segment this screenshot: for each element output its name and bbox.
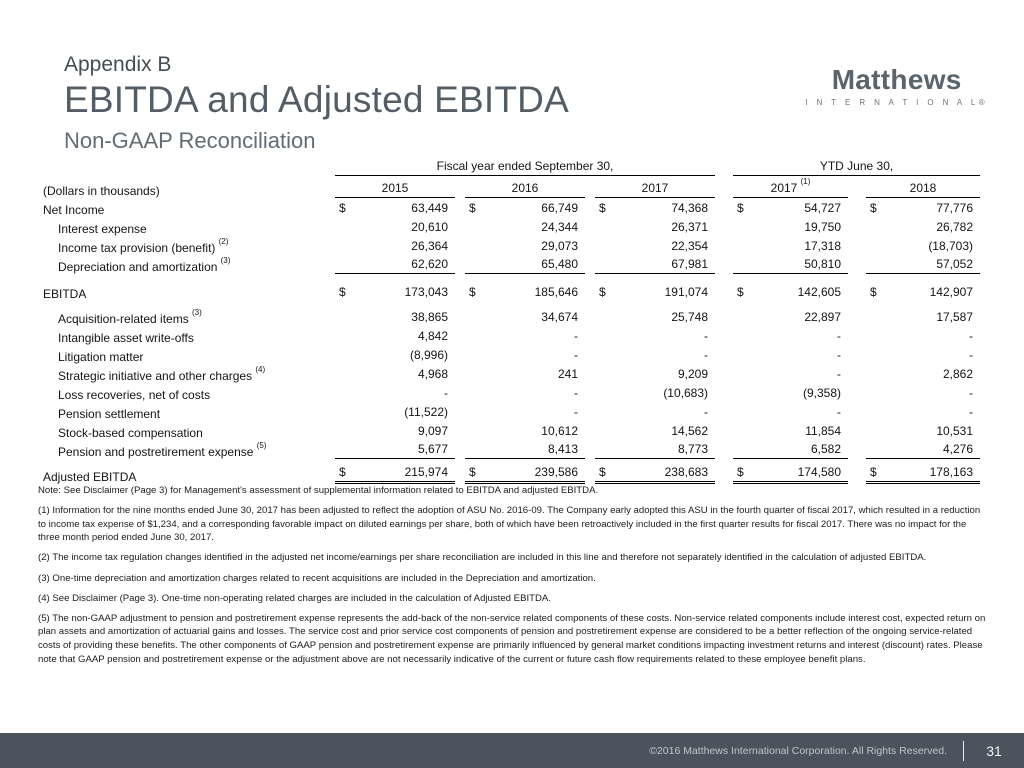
value-cell: [460, 236, 590, 255]
value-text: 34,674: [541, 310, 578, 324]
row-label: Litigation matter: [58, 350, 144, 364]
dollar-sign: $: [469, 201, 476, 215]
footnote: (1) Information for the nine months ended June 30, 2017 has been adjusted to reflect the adoption of ASU No. 2016-09. The Company early adopted this ASU in the fourth quarter of fiscal 2017, which resulted in a reduction to income tax expense of $1,234, and a corresponding favorable impact on diluted earnings per share, both of which have been retroactively included in the first quarter results for fiscal 2017. There was no impact for the three month period ended June 30, 2017.: [38, 505, 981, 544]
value-text: 10,612: [541, 424, 578, 438]
value-cell: [590, 198, 720, 217]
dollar-sign: $: [339, 285, 346, 299]
fiscal-year-group-label: Fiscal year ended September 30,: [335, 158, 715, 176]
row-label: Intangible asset write-offs: [58, 331, 194, 345]
reconciliation-table: [38, 157, 985, 484]
value-cell-inner: [866, 327, 980, 345]
row-label: Adjusted EBITDA: [43, 470, 137, 484]
value-text: 29,073: [541, 239, 578, 253]
value-text: 57,052: [936, 257, 974, 271]
value-cell-inner: [866, 308, 980, 326]
value-text: 67,981: [671, 257, 709, 271]
logo-wordmark: Matthews: [831, 64, 962, 95]
value-cell: [720, 198, 853, 217]
value-cell-inner: [866, 365, 980, 383]
value-text: -: [837, 348, 842, 362]
table-row: [38, 383, 985, 402]
value-text: 26,782: [936, 220, 974, 234]
value-cell: [460, 255, 590, 274]
value-cell-inner: [335, 365, 455, 383]
value-cell-inner: [465, 463, 585, 484]
value-cell: [460, 345, 590, 364]
value-text: 241: [557, 367, 578, 381]
value-cell-inner: [595, 346, 715, 364]
value-text: 173,043: [404, 285, 448, 299]
value-cell: [720, 217, 853, 236]
page-subtitle: Non-GAAP Reconciliation: [64, 127, 316, 153]
row-label: EBITDA: [43, 287, 87, 301]
value-text: 25,748: [671, 310, 709, 324]
value-cell-inner: [733, 255, 848, 274]
value-text: 185,646: [534, 285, 578, 299]
value-text: 178,163: [929, 465, 974, 479]
footnote-ref: (5): [254, 441, 267, 450]
value-text: 20,610: [411, 220, 448, 234]
row-label: Acquisition-related items $^{(3)}$: [58, 308, 202, 326]
footnote: (3) One-time depreciation and amortization charges related to recent acquisitions are included in the Depreciation and amortization.: [38, 572, 596, 584]
value-cell-inner: [733, 199, 848, 217]
footnote: Note: See Disclaimer (Page 3) for Management's assessment of supplemental information related to EBITDA and adjusted EBITDA.: [38, 485, 599, 496]
value-cell-inner: [595, 199, 715, 217]
dollar-sign: $: [870, 465, 877, 479]
value-cell-inner: [733, 365, 848, 383]
value-cell-inner: [465, 327, 585, 345]
value-cell: [720, 301, 853, 326]
value-cell-inner: [335, 327, 455, 345]
value-cell: [330, 440, 460, 459]
value-text: 22,354: [671, 239, 709, 253]
value-cell-inner: [733, 346, 848, 364]
value-cell-inner: [866, 283, 980, 301]
value-text: 38,865: [411, 310, 448, 324]
value-text: 77,776: [936, 201, 974, 215]
value-text: 17,318: [804, 239, 842, 253]
value-text: 142,605: [797, 285, 842, 299]
value-cell-inner: [595, 283, 715, 301]
year-header-cell: [590, 176, 720, 198]
value-text: 26,364: [411, 239, 448, 253]
ytd-group-label: YTD June 30,: [733, 158, 980, 176]
dollar-sign: $: [339, 201, 346, 215]
group-header-row: [38, 157, 985, 176]
value-text: -: [969, 348, 974, 362]
table-row: [38, 459, 985, 484]
value-cell: [720, 440, 853, 459]
value-cell-inner: [595, 403, 715, 421]
value-cell-inner: [866, 199, 980, 217]
value-cell-inner: [595, 218, 715, 236]
value-cell-inner: [465, 308, 585, 326]
logo-subtext: I N T E R N A T I O N A L®: [805, 98, 988, 107]
value-cell: [330, 198, 460, 217]
dollar-sign: $: [469, 465, 476, 479]
value-cell-inner: [733, 308, 848, 326]
table-row: [38, 421, 985, 440]
value-text: 10,531: [936, 424, 974, 438]
footnotes: [38, 484, 988, 673]
value-cell: [330, 217, 460, 236]
value-cell: [720, 345, 853, 364]
row-label: Pension settlement: [58, 407, 161, 421]
page-number: 31: [986, 742, 1002, 759]
value-cell: [330, 421, 460, 440]
value-cell: [720, 421, 853, 440]
value-cell: [590, 236, 720, 255]
value-cell: [330, 402, 460, 421]
value-text: -: [574, 405, 578, 419]
value-cell-inner: [465, 218, 585, 236]
value-cell-inner: [595, 384, 715, 402]
value-cell-inner: [595, 308, 715, 326]
value-cell-inner: [335, 255, 455, 274]
ytd-group-cell: [720, 157, 985, 176]
value-cell: [460, 421, 590, 440]
value-cell-inner: [465, 365, 585, 383]
table-row: [38, 301, 985, 326]
value-cell-inner: [733, 422, 848, 440]
value-text: -: [969, 386, 974, 400]
value-cell: [590, 326, 720, 345]
dollar-sign: $: [870, 285, 877, 299]
value-cell-inner: [465, 422, 585, 440]
row-label: Stock-based compensation: [58, 426, 203, 440]
value-text: 5,677: [417, 442, 448, 456]
value-cell-inner: [733, 218, 848, 236]
copyright-text: ©2016 Matthews International Corporation. All Rights Reserved.: [649, 744, 947, 757]
table-row: [38, 402, 985, 421]
value-text: (10,683): [663, 386, 709, 400]
year-header-cell: [460, 176, 590, 198]
value-cell: [853, 326, 985, 345]
value-text: -: [837, 367, 842, 381]
row-label: Net Income: [43, 203, 105, 217]
value-text: (11,522): [404, 405, 448, 419]
value-text: -: [444, 386, 448, 400]
value-cell-inner: [733, 237, 848, 255]
value-cell: [853, 217, 985, 236]
table-row: [38, 255, 985, 274]
footnote-ref: (3): [218, 256, 231, 265]
value-cell-inner: [465, 199, 585, 217]
value-cell-inner: [866, 346, 980, 364]
value-text: 50,810: [804, 257, 842, 271]
value-cell-inner: [335, 403, 455, 421]
value-cell-inner: [866, 384, 980, 402]
table-row: [38, 440, 985, 459]
value-cell: [330, 255, 460, 274]
value-cell: [720, 274, 853, 301]
group-header-spacer: [38, 157, 330, 176]
dollar-sign: $: [469, 285, 476, 299]
value-text: 14,562: [671, 424, 709, 438]
value-cell-inner: [866, 463, 980, 484]
value-cell: [330, 383, 460, 402]
value-cell: [590, 274, 720, 301]
value-cell: [720, 383, 853, 402]
table-row: [38, 274, 985, 301]
table-row: [38, 364, 985, 383]
row-label: Loss recoveries, net of costs: [58, 388, 211, 402]
value-cell-inner: [866, 440, 980, 459]
units-label: (Dollars in thousands): [43, 184, 160, 198]
value-cell: [330, 301, 460, 326]
value-cell: [460, 301, 590, 326]
value-cell: [590, 255, 720, 274]
value-cell-inner: [335, 199, 455, 217]
footer-bar: [0, 733, 1024, 768]
row-label: Depreciation and amortization $^{(3)}$: [58, 256, 231, 274]
footnote: (5) The non-GAAP adjustment to pension and postretirement expense represents the add-back of the non-service related components of these costs. Non-service related components include interest cost, expected return on plan assets and amortization of actuarial gains and losses. The service cost and prior service cost components of pension and postretirement expense are considered to be a better reflection of the ongoing service-related costs of providing these benefits. The other components of GAAP pension and postretirement expense are primarily influenced by general market conditions impacting investment returns and interest (discount) rates. Please note that GAAP pension and postretirement expense or the adjustment above are not necessarily indicative of the current or future cash flow requirements related to these employee benefit plans.: [38, 612, 986, 665]
value-text: 4,968: [417, 367, 448, 381]
dollar-sign: $: [339, 465, 346, 479]
value-cell-inner: [733, 283, 848, 301]
value-cell: [590, 402, 720, 421]
value-cell: [460, 274, 590, 301]
row-label: Interest expense: [58, 222, 147, 236]
value-cell: [460, 326, 590, 345]
value-text: 17,587: [936, 310, 974, 324]
value-cell-inner: [465, 255, 585, 274]
value-cell-inner: [465, 237, 585, 255]
value-cell-inner: [335, 283, 455, 301]
dollar-sign: $: [599, 465, 606, 479]
value-text: 19,750: [804, 220, 842, 234]
value-cell-inner: [335, 463, 455, 484]
value-cell: [853, 383, 985, 402]
value-text: -: [574, 386, 578, 400]
row-label: Strategic initiative and other charges $^{(4)}$: [58, 365, 266, 383]
value-cell-inner: [866, 218, 980, 236]
value-text: 2,862: [942, 367, 974, 381]
slide-header: [64, 52, 569, 154]
value-text: (18,703): [928, 239, 974, 253]
value-cell-inner: [595, 463, 715, 484]
value-text: 26,371: [671, 220, 709, 234]
dollar-sign: $: [737, 285, 744, 299]
year-header-cell: [720, 176, 853, 198]
table-row: [38, 198, 985, 217]
dollar-sign: $: [870, 201, 877, 215]
value-cell: [720, 236, 853, 255]
value-cell: [330, 459, 460, 484]
value-cell: [853, 345, 985, 364]
value-cell: [330, 236, 460, 255]
value-cell-inner: [595, 237, 715, 255]
value-cell: [853, 440, 985, 459]
fiscal-year-group-cell: [330, 157, 720, 176]
value-cell-inner: [595, 440, 715, 459]
value-cell: [720, 255, 853, 274]
year-header-cell: [853, 176, 985, 198]
reconciliation-table-wrap: [38, 157, 985, 484]
value-text: 8,773: [677, 442, 709, 456]
value-cell: [720, 459, 853, 484]
footnote: (2) The income tax regulation changes identified in the adjusted net income/earnings per share reconciliation are included in this line and therefore not separately identified in the calculation of adjusted EBITDA.: [38, 552, 927, 564]
reconciliation-table-body: [38, 198, 985, 484]
value-cell: [460, 217, 590, 236]
value-text: 24,344: [541, 220, 578, 234]
value-text: 6,582: [810, 442, 842, 456]
table-row: [38, 217, 985, 236]
year-header: 2015: [335, 180, 455, 198]
footnote-ref: (2): [216, 237, 229, 246]
value-cell-inner: [733, 327, 848, 345]
value-text: 238,683: [664, 465, 709, 479]
footnote-ref: (1): [798, 177, 811, 186]
footnote-ref: (3): [189, 308, 202, 317]
value-cell: [590, 217, 720, 236]
value-cell: [853, 274, 985, 301]
value-cell: [853, 301, 985, 326]
value-cell-inner: [733, 403, 848, 421]
matthews-logo: [805, 66, 988, 107]
value-cell-inner: [866, 422, 980, 440]
value-cell-inner: [595, 327, 715, 345]
value-cell: [460, 459, 590, 484]
value-cell-inner: [335, 218, 455, 236]
value-text: 174,580: [797, 465, 842, 479]
year-header: 2017: [595, 180, 715, 198]
value-cell: [590, 383, 720, 402]
value-cell: [853, 421, 985, 440]
page-title: EBITDA and Adjusted EBITDA: [64, 79, 569, 121]
value-cell: [460, 198, 590, 217]
value-cell-inner: [335, 346, 455, 364]
value-text: -: [704, 405, 709, 419]
value-cell: [460, 440, 590, 459]
value-cell-inner: [335, 422, 455, 440]
value-cell-inner: [335, 237, 455, 255]
value-text: 191,074: [664, 285, 709, 299]
value-text: -: [704, 329, 709, 343]
value-cell: [853, 255, 985, 274]
year-header: 2016: [465, 180, 585, 198]
value-cell-inner: [595, 365, 715, 383]
table-row: [38, 345, 985, 364]
value-cell: [590, 440, 720, 459]
footnote: (4) See Disclaimer (Page 3). One-time non-operating related charges are included in the calculation of Adjusted EBITDA.: [38, 592, 551, 604]
row-label: Income tax provision (benefit) $^{(2)}$: [58, 237, 229, 255]
value-cell-inner: [335, 440, 455, 459]
row-label: Pension and postretirement expense $^{(5)}$: [58, 441, 267, 459]
value-cell-inner: [866, 403, 980, 421]
value-cell: [853, 236, 985, 255]
value-text: 142,907: [929, 285, 974, 299]
value-text: 74,368: [671, 201, 709, 215]
value-cell: [460, 364, 590, 383]
dollar-sign: $: [737, 201, 744, 215]
value-cell-inner: [866, 237, 980, 255]
column-header-row: [38, 176, 985, 198]
value-cell: [720, 364, 853, 383]
value-text: -: [837, 405, 842, 419]
year-header: 2018: [866, 180, 980, 198]
value-cell: [590, 459, 720, 484]
value-cell: [330, 345, 460, 364]
value-cell-inner: [866, 255, 980, 274]
value-text: 4,276: [942, 442, 974, 456]
value-cell: [720, 402, 853, 421]
value-text: 66,749: [541, 201, 578, 215]
value-text: -: [837, 329, 842, 343]
table-row: [38, 326, 985, 345]
value-cell: [590, 345, 720, 364]
value-text: 65,480: [541, 257, 578, 271]
value-text: 4,842: [417, 329, 448, 343]
value-cell-inner: [733, 463, 848, 484]
value-text: 54,727: [804, 201, 842, 215]
value-cell: [330, 364, 460, 383]
value-cell: [330, 326, 460, 345]
appendix-label: Appendix B: [64, 53, 172, 76]
value-cell-inner: [465, 403, 585, 421]
value-text: -: [574, 329, 578, 343]
value-cell-inner: [465, 283, 585, 301]
value-text: -: [574, 348, 578, 362]
dollar-sign: $: [599, 285, 606, 299]
value-text: 62,620: [411, 257, 448, 271]
value-cell: [330, 274, 460, 301]
value-text: 22,897: [804, 310, 842, 324]
value-text: 9,097: [417, 424, 448, 438]
value-text: -: [969, 405, 974, 419]
value-text: 11,854: [805, 424, 842, 438]
value-text: 215,974: [404, 465, 448, 479]
value-text: 239,586: [534, 465, 578, 479]
value-cell: [460, 402, 590, 421]
value-cell-inner: [595, 255, 715, 274]
value-cell-inner: [335, 308, 455, 326]
value-text: (8,996): [409, 348, 448, 362]
value-cell: [853, 198, 985, 217]
value-cell-inner: [465, 440, 585, 459]
value-cell-inner: [595, 422, 715, 440]
value-cell: [590, 421, 720, 440]
value-cell: [460, 383, 590, 402]
value-text: 63,449: [411, 201, 448, 215]
value-cell: [590, 364, 720, 383]
value-cell-inner: [465, 384, 585, 402]
value-cell: [853, 459, 985, 484]
table-row: [38, 236, 985, 255]
footnote-ref: (4): [253, 365, 266, 374]
dollar-sign: $: [599, 201, 606, 215]
value-cell: [853, 402, 985, 421]
value-text: (9,358): [802, 386, 842, 400]
year-header: 2017 $^{(1)}$: [733, 176, 848, 198]
value-cell-inner: [465, 346, 585, 364]
value-cell-inner: [733, 440, 848, 459]
value-text: 9,209: [677, 367, 709, 381]
value-cell: [720, 326, 853, 345]
year-header-cell: [330, 176, 460, 198]
dollar-sign: $: [737, 465, 744, 479]
value-cell-inner: [733, 384, 848, 402]
value-cell-inner: [335, 384, 455, 402]
value-cell: [590, 301, 720, 326]
value-text: -: [969, 329, 974, 343]
value-cell: [853, 364, 985, 383]
value-text: 8,413: [547, 442, 578, 456]
value-text: -: [704, 348, 709, 362]
